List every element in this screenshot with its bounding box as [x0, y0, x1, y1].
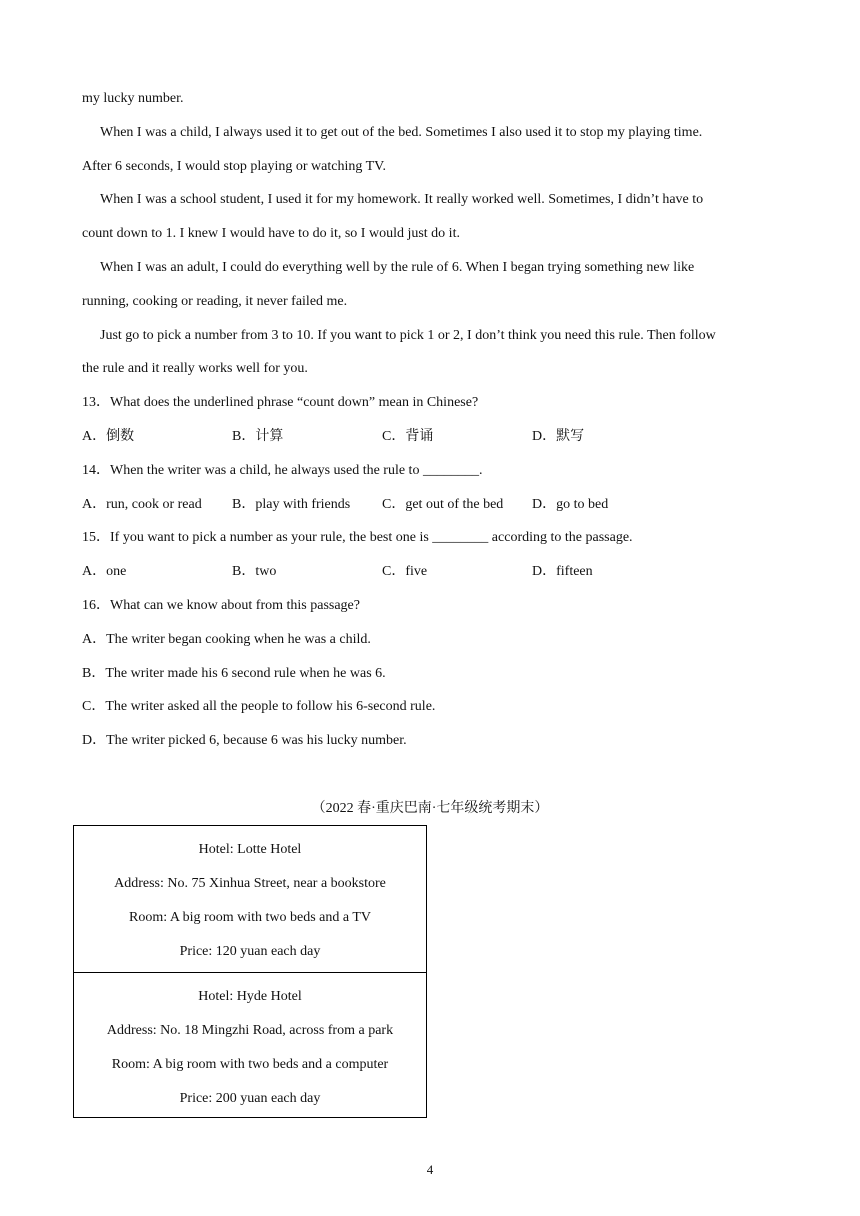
passage-line: my lucky number.: [82, 91, 184, 106]
option-a[interactable]: A．one: [82, 564, 127, 579]
passage-line: When I was a school student, I used it for my homework. It really worked well. Sometimes, I didn’t have to: [100, 192, 704, 207]
option-a[interactable]: A．The writer began cooking when he was a child.: [82, 632, 371, 647]
hotel-table: [73, 825, 427, 1118]
passage-line: the rule and it really works well for you.: [82, 361, 308, 376]
passage-line: After 6 seconds, I would stop playing or watching TV.: [82, 159, 386, 174]
hotel-room: Room: A big room with two beds and a TV: [128, 910, 371, 925]
question-15-options: [82, 562, 782, 582]
question-14-stem: 14．When the writer was a child, he always used the rule to ________.: [82, 463, 483, 478]
option-b[interactable]: B．play with friends: [232, 497, 351, 512]
hotel-price: Price: 200 yuan each day: [179, 1091, 321, 1106]
option-b[interactable]: B．The writer made his 6 second rule when he was 6.: [82, 666, 386, 681]
question-15-stem: 15．If you want to pick a number as your rule, the best one is ________ according to the passage.: [82, 530, 633, 545]
hotel-address: Address: No. 18 Mingzhi Road, across from a park: [106, 1023, 394, 1038]
option-d[interactable]: D．The writer picked 6, because 6 was his lucky number.: [82, 733, 407, 748]
question-16-stem: 16．What can we know about from this passage?: [82, 598, 360, 613]
option-a[interactable]: A．run, cook or read: [82, 497, 202, 512]
hotel-name: Hotel: Lotte Hotel: [198, 842, 302, 857]
passage-line: When I was a child, I always used it to get out of the bed. Sometimes I also used it to stop my playing time.: [100, 125, 703, 140]
hotel-name: Hotel: Hyde Hotel: [198, 989, 302, 1004]
option-a[interactable]: A．倒数: [82, 429, 135, 444]
hotel-card-lotte: [74, 826, 426, 973]
option-b[interactable]: B．计算: [232, 429, 284, 444]
question-13-stem: 13．What does the underlined phrase “count down” mean in Chinese?: [82, 395, 479, 410]
option-c[interactable]: C．背诵: [382, 429, 434, 444]
option-b[interactable]: B．two: [232, 564, 277, 579]
question-14-options: [82, 495, 782, 515]
option-d[interactable]: D．默写: [532, 429, 585, 444]
question-13-options: [82, 427, 782, 447]
passage-line: Just go to pick a number from 3 to 10. If you want to pick 1 or 2, I don’t think you need this rule. Then follow: [100, 328, 716, 343]
option-c[interactable]: C．get out of the bed: [382, 497, 504, 512]
option-c[interactable]: C．The writer asked all the people to follow his 6-second rule.: [82, 699, 436, 714]
option-d[interactable]: D．fifteen: [532, 564, 593, 579]
passage-line: count down to 1. I knew I would have to do it, so I would just do it.: [82, 226, 460, 241]
source-label: （2022 春·重庆巴南·七年级统考期末）: [311, 801, 549, 816]
option-d[interactable]: D．go to bed: [532, 497, 609, 512]
hotel-price: Price: 120 yuan each day: [179, 944, 321, 959]
option-c[interactable]: C．five: [382, 564, 428, 579]
passage-line: running, cooking or reading, it never failed me.: [82, 294, 348, 309]
hotel-address: Address: No. 75 Xinhua Street, near a bookstore: [114, 876, 386, 891]
page-number: 4: [426, 1162, 434, 1177]
hotel-room: Room: A big room with two beds and a computer: [111, 1057, 389, 1072]
passage-line: When I was an adult, I could do everything well by the rule of 6. When I began trying something new like: [100, 260, 695, 275]
hotel-card-hyde: [74, 973, 426, 1118]
